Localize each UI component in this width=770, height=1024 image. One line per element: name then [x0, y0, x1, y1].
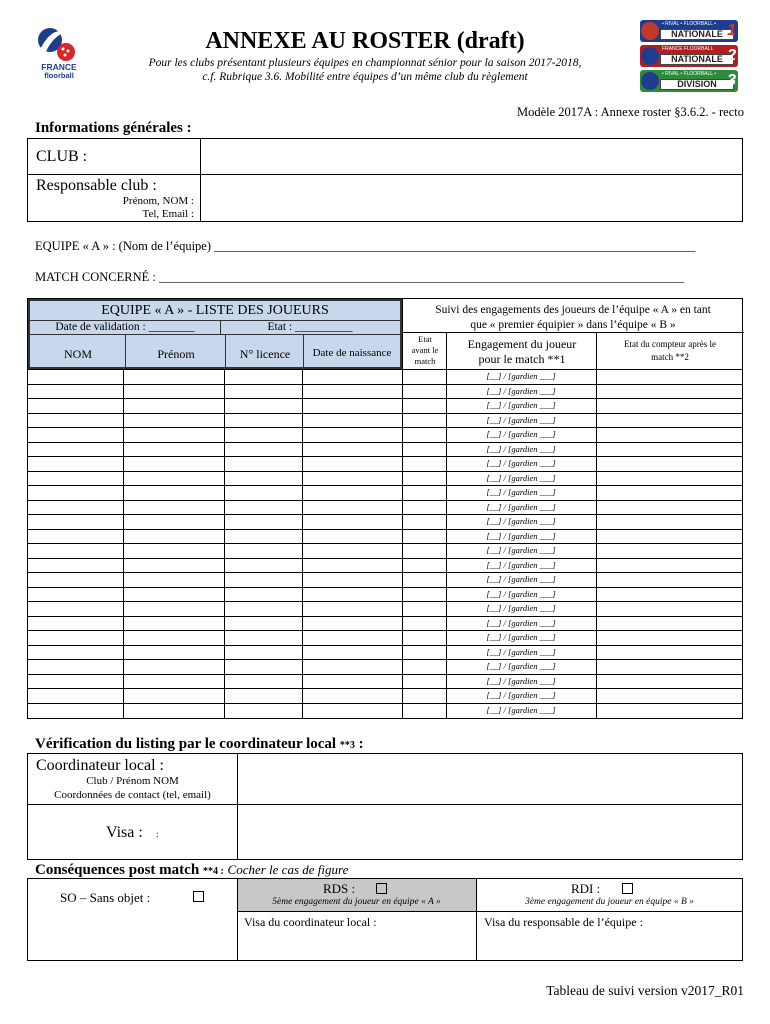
engagement-cell[interactable]: [__] / [gardien ___]	[486, 458, 556, 468]
club-field[interactable]	[201, 139, 743, 175]
page-title: ANNEXE AU ROSTER (draft)	[205, 28, 525, 54]
table-row[interactable]	[28, 559, 742, 573]
nationale-1-badge: • RIVAL • FLOORBALL • NATIONALE 1	[640, 20, 738, 42]
section-title-verification: Vérification du listing par le coordinateur local **3 :	[35, 736, 364, 752]
verification-table: Coordinateur local : Club / Prénom NOM Coordonnées de contact (tel, email) Visa : :	[27, 753, 743, 860]
engagement-cell[interactable]: [__] / [gardien ___]	[486, 588, 556, 599]
table-row[interactable]	[28, 646, 742, 660]
consequences-table	[27, 878, 743, 961]
table-row[interactable]	[28, 472, 742, 486]
visa-field[interactable]	[238, 805, 742, 859]
table-row[interactable]	[28, 370, 742, 384]
col-licence: N° licence	[239, 347, 291, 361]
engagement-cell[interactable]: [__] / [gardien ___]	[486, 443, 556, 454]
table-row[interactable]	[28, 501, 742, 515]
suivi-title: Suivi des engagements des joueurs de l’équipe « A » en tant que « premier équipier » dans l’équipe « B »	[435, 304, 711, 331]
coordinateur-label: Coordinateur local :	[36, 757, 164, 774]
section-title-consequences: Conséquences post match **4 : Cocher le cas de figure	[35, 862, 349, 878]
responsable-name-label: Prénom, NOM :	[122, 195, 194, 207]
coordinateur-sub1: Club / Prénom NOM	[86, 775, 179, 787]
so-label: SO – Sans objet :	[60, 890, 151, 905]
engagement-cell[interactable]: [__] / [gardien ___]	[486, 545, 556, 555]
roster-header	[28, 299, 402, 369]
rds-checkbox[interactable]	[376, 883, 387, 894]
table-row[interactable]	[28, 385, 742, 399]
engagement-cell[interactable]: [__] / [gardien ___]	[486, 632, 556, 642]
engagement-cell[interactable]: [__] / [gardien ___]	[486, 646, 556, 657]
engagement-cell[interactable]: [__] / [gardien ___]	[486, 675, 556, 686]
table-row[interactable]	[28, 457, 742, 471]
coordinateur-field[interactable]	[238, 754, 742, 804]
footer-version: Tableau de suivi version v2017_R01	[546, 983, 744, 998]
visa-responsable-label: Visa du responsable de l’équipe :	[484, 915, 643, 929]
rdi-label: RDI :	[571, 881, 601, 896]
col-etat-avant: Etat avant le match	[411, 334, 439, 366]
table-row[interactable]	[28, 588, 742, 602]
so-checkbox[interactable]	[193, 891, 204, 902]
col-nom: NOM	[63, 347, 92, 361]
ball-icon	[641, 22, 659, 40]
table-row[interactable]	[28, 617, 742, 631]
ball-icon	[641, 47, 659, 65]
equipe-line[interactable]: EQUIPE « A » : (Nom de l’équipe) _____________________________________________________________________________	[35, 239, 696, 253]
engagement-cell[interactable]: [__] / [gardien ___]	[486, 472, 556, 483]
table-row[interactable]	[28, 631, 742, 645]
rds-description: 5ème engagement du joueur en équipe « A »	[272, 897, 441, 907]
nationale-2-badge: FRANCE FLOORBALL NATIONALE 2	[640, 45, 738, 67]
table-row[interactable]	[28, 486, 742, 500]
engagement-cell[interactable]: [__] / [gardien ___]	[486, 574, 556, 584]
table-row[interactable]	[28, 544, 742, 558]
ball-icon	[641, 72, 659, 90]
table-row[interactable]	[28, 675, 742, 689]
engagement-cell[interactable]: [__] / [gardien ___]	[486, 530, 556, 541]
engagement-cell[interactable]: [__] / [gardien ___]	[486, 385, 556, 396]
engagement-cell[interactable]: [__] / [gardien ___]	[486, 704, 556, 715]
col-engagement: Engagement du joueur pour le match **1	[467, 337, 577, 366]
table-row[interactable]	[28, 530, 742, 544]
svg-text:floorball: floorball	[44, 71, 74, 80]
engagement-cell[interactable]: [__] / [gardien ___]	[486, 617, 556, 628]
table-row[interactable]	[28, 660, 742, 674]
date-validation: Date de validation : ________	[55, 321, 195, 333]
engagement-cell[interactable]: [__] / [gardien ___]	[486, 690, 556, 700]
engagement-cell[interactable]: [__] / [gardien ___]	[486, 487, 556, 497]
table-row[interactable]	[28, 399, 742, 413]
engagement-cell[interactable]: [__] / [gardien ___]	[486, 501, 556, 512]
engagement-cell[interactable]: [__] / [gardien ___]	[486, 429, 556, 439]
league-logos	[640, 20, 740, 95]
table-row[interactable]	[28, 443, 742, 457]
engagement-cell[interactable]: [__] / [gardien ___]	[486, 414, 556, 425]
responsable-label: Responsable club :	[36, 177, 157, 194]
table-row[interactable]	[28, 428, 742, 442]
model-reference: Modèle 2017A : Annexe roster §3.6.2. - recto	[516, 105, 744, 119]
engagement-cell[interactable]: [__] / [gardien ___]	[486, 603, 556, 613]
roster-table	[27, 298, 743, 719]
col-compteur: Etat du compteur après le match **2	[624, 339, 716, 362]
table-row[interactable]	[28, 414, 742, 428]
roster-team-title: EQUIPE « A » - LISTE DES JOUEURS	[101, 303, 329, 318]
rdi-checkbox[interactable]	[622, 883, 633, 894]
responsable-field[interactable]	[201, 176, 743, 222]
visa-coordinateur-field[interactable]	[238, 912, 476, 960]
engagement-cell[interactable]: [__] / [gardien ___]	[486, 400, 556, 410]
engagement-cell[interactable]: [__] / [gardien ___]	[486, 661, 556, 671]
table-row[interactable]	[28, 573, 742, 587]
visa-label: Visa :	[106, 824, 143, 841]
table-row[interactable]	[28, 515, 742, 529]
table-row[interactable]	[28, 704, 742, 718]
info-table	[27, 138, 743, 222]
page-subtitle: Pour les clubs présentant plusieurs équipes en championnat sénior pour la saison 2017-2018, c.f. Rubrique 3.6. Mobilité entre équipes d’un même club du règlement	[148, 57, 582, 83]
col-prenom: Prénom	[157, 347, 195, 361]
france-floorball-logo	[30, 20, 88, 80]
visa-responsable-field[interactable]	[477, 912, 742, 960]
visa-coordinateur-label: Visa du coordinateur local :	[244, 915, 377, 929]
responsable-contact-label: Tel, Email :	[142, 208, 194, 220]
coordinateur-sub2: Coordonnées de contact (tel, email)	[54, 789, 211, 801]
col-naissance: Date de naissance	[312, 347, 392, 359]
rds-label: RDS :	[323, 881, 356, 896]
table-row[interactable]	[28, 602, 742, 616]
engagement-cell[interactable]: [__] / [gardien ___]	[486, 559, 556, 570]
svg-text:FRANCE: FRANCE	[41, 62, 77, 72]
club-label: CLUB :	[36, 148, 88, 165]
rdi-description: 3ème engagement du joueur en équipe « B »	[525, 897, 694, 907]
etat-field: Etat : __________	[267, 321, 353, 333]
match-line[interactable]: MATCH CONCERNÉ : ____________________________________________________________________________________	[35, 270, 684, 284]
table-row[interactable]	[28, 689, 742, 703]
engagement-cell[interactable]: [__] / [gardien ___]	[486, 516, 556, 526]
engagement-cell[interactable]: [__] / [gardien ___]	[486, 371, 556, 381]
section-title-info: Informations générales :	[35, 120, 192, 136]
division-3-badge: • RIVAL • FLOORBALL • DIVISION 3	[640, 70, 738, 92]
